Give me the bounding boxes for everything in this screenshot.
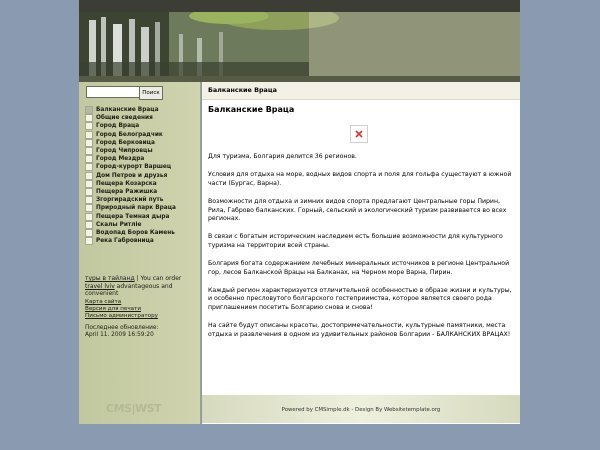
bullet-icon [85,155,93,163]
sidebar-item-vratsa[interactable] [85,122,197,130]
sidebar-item-label: Река Габровница [96,238,154,245]
sidebar-item-borov-kamak[interactable] [85,229,197,237]
broken-image-icon [350,125,368,143]
sidebar-item-label: Природный парк Враца [96,205,176,212]
bullet-icon [85,180,93,188]
bullet-icon [85,163,93,171]
bullet-icon [85,106,93,114]
sidebar-item-label: Балканские Враца [96,107,159,114]
sidebar-item-label: Город Мездра [96,156,145,163]
sidebar-item-kozarska-cave[interactable] [85,180,197,188]
last-updated-label: Последнее обновление: [85,325,159,331]
sidebar-item-label: Город-курорт Варшец [96,164,172,171]
article-paragraph: Условия для отдыха на море, водных видов спорта и поля для гольфа существуют в южной части (Бургас, Варна). [208,171,512,187]
bullet-icon [85,196,93,204]
search-input[interactable] [86,86,142,98]
sitemap-link[interactable]: Карта сайта [85,299,122,305]
sidebar-item-label: Дом Петров и друзья [96,172,168,179]
sidebar-item-berkovitsa[interactable] [85,139,197,147]
main-content [202,82,520,424]
sidebar-item-label: Город Белоградчик [96,131,163,138]
waterfall-photo [79,12,520,76]
breadcrumb: Балканские Враца [202,82,520,100]
last-updated [85,325,199,340]
sidebar-item-path[interactable] [85,196,197,204]
promo-text-2: advantageous and convenient [85,282,173,298]
sidebar-item-gabrovnitsa[interactable] [85,237,197,245]
sidebar-item-mezdra[interactable] [85,155,197,163]
bullet-icon [85,114,93,122]
search-button[interactable]: Поиск [139,86,163,100]
sidebar-item-belogradchik[interactable] [85,131,197,139]
sidebar-item-label: Город Берковица [96,139,155,146]
bullet-icon [85,188,93,196]
article-paragraph: На сайте будут описаны красоты, достопримечательности, культурные памятники, места отдыха и развлечения в одном из удивительных районов Болгарии - БАЛКАНСКИХ ВРАЦАХ! [208,322,511,338]
bullet-icon [85,122,93,130]
top-bar [79,0,520,12]
promo-link-thailand-tours[interactable]: туры в тайланд [85,275,135,282]
bullet-icon [85,172,93,180]
page-title: Балканские Враца [208,105,295,114]
bullet-icon [85,237,93,245]
sidebar-item-ritlite-rocks[interactable] [85,221,197,229]
sidebar-item-dom-petrov[interactable] [85,172,197,180]
sidebar-item-label: Общие сведения [96,115,153,122]
article-paragraph: В связи с богатым историческим наследием есть большие возможности для культурного туризма на территории всей страны. [208,233,503,249]
page-bottom [79,424,520,450]
sidebar-item-varshets[interactable] [85,163,197,171]
sidebar-item-label: Пещера Ражишка [96,188,158,195]
sidebar-item-chiprovtsi[interactable] [85,147,197,155]
article [208,153,512,349]
print-version-link[interactable]: Версия для печати [85,306,141,313]
mail-admin-link[interactable]: Письмо администратору [85,313,158,320]
bullet-icon [85,131,93,139]
header-banner [79,12,520,76]
bullet-icon [85,139,93,147]
bullet-icon [85,204,93,212]
sidebar [79,82,201,424]
bullet-icon [85,229,93,237]
footer-credits: Powered by CMSimple.dk - Design By Websitetemplate.org [281,407,441,413]
promo-text-1: | You can order [134,275,182,282]
bullet-icon [85,147,93,155]
sidebar-item-label: Город Чипровцы [96,148,153,155]
sidebar-item-razhishka-cave[interactable] [85,188,197,196]
article-paragraph: Возможности для отдыха и зимних видов спорта предлагают Центральные горы Пирин, Рила, Габрово балканских. Горный, сельский и экологический туризм развивается во всех регионах. [208,198,507,223]
footer-area [202,322,520,424]
promo-text [85,275,199,298]
cms-logo: CMS|WST [106,402,162,415]
sidebar-item-label: Скалы Ритлiе [96,221,142,228]
sidebar-item-label: Город Враца [96,123,140,130]
bullet-icon [85,221,93,229]
article-paragraph: Для туризма, Болгария делится 36 регионов. [208,153,357,160]
article-paragraph: Каждый регион характеризуется отличительной особенностью в образе жизни и культуры, и особенно пресловутого болгарского гостеприимства, которое является своего рода приглашением посетить Болгарию снова и снова! [208,287,512,311]
sidebar-links [85,299,199,321]
bullet-icon [85,213,93,221]
sidebar-item-balkan-vratsa[interactable] [85,106,197,114]
sidebar-item-label: Пещера Козарска [96,180,157,187]
page-container [79,0,520,424]
sidebar-item-nature-park[interactable] [85,204,197,212]
article-paragraph: Болгария богата содержанием лечебных минеральных источников в регионе Центральной гор, лесов Балканской Врацы на Балканах, на Черном море Варна, Пирин. [208,260,510,276]
last-updated-value: April 11. 2009 16:59:20 [85,332,154,339]
sidebar-nav [85,106,197,245]
sidebar-item-label: Водопад Боров Камень [96,229,175,236]
sidebar-item-label: Згоргирадский путь [96,197,164,204]
sidebar-item-general-info[interactable] [85,114,197,122]
promo-link-travel-lviv[interactable]: travel lviv [85,282,115,290]
sidebar-item-dark-hole-cave[interactable] [85,212,197,220]
sidebar-item-label: Пещера Темная дыра [96,213,170,220]
